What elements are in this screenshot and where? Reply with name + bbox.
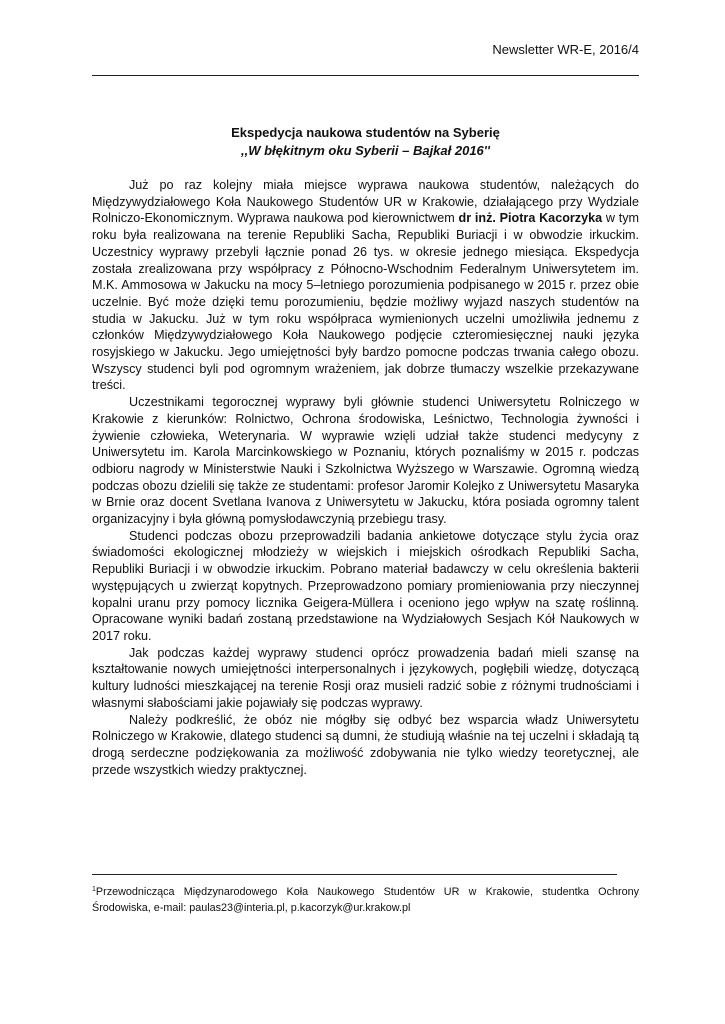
paragraph-5: Należy podkreślić, że obóz nie mógłby się odbyć bez wsparcia władz Uniwersytetu Rolniczego w Krakowie, dlatego studenci są dumni, że studiują właśnie na tej uczelni i składają tą drogą serdeczne podziękowania za możliwość zdobywania nie tylko wiedzy teoretycznej, ale przede wszystkich wiedzy praktycznej. <box>92 712 639 777</box>
paragraph-1 <box>92 177 639 394</box>
paragraph-1-text-end: w tym roku była realizowana na terenie Republiki Sacha, Republiki Buriacji i w obwodzie irkuckim. Uczestnicy wyprawy przebyli łącznie ponad 26 tys. w okresie jednego miesiąca. Ekspedycja została zrealizowana przy współpracy z Północno-Wschodnim Federalnym Uniwersytetem im. M.K. Ammosowa w Jakucku na mocy 5–letniego porozumienia podpisanego w 2015 r. przez obie uczelnie. Być może dzięki temu porozumieniu, będzie możliwy wyjazd naszych studentów na studia w Jakucku. Już w tym roku współpraca wymienionych uczelni umożliwiła jednemu z członków Międzywydziałowego Koła Naukowego podjęcie czteromiesięcznej nauki języka rosyjskiego w Jakucku. Jego umiejętności były bardzo pomocne podczas trwania całego obozu. Wszyscy studenci byli pod ogromnym wrażeniem, jak dobrze tłumaczy wszelkie przekazywane treści. <box>92 211 640 393</box>
paragraph-4: Jak podczas każdej wyprawy studenci oprócz prowadzenia badań mieli szansę na kształtowanie nowych umiejętności interpersonalnych i językowych, pogłębili wiedzę, dotyczącą kultury ludności mieszkającej na terenie Rosji oraz musieli radzić sobie z różnymi trudnościami i własnymi słabościami jakie pojawiały się podczas wyprawy. <box>92 645 639 710</box>
article-title: Ekspedycja naukowa studentów na Syberię <box>231 125 500 140</box>
footnote-divider <box>92 874 617 875</box>
footnote <box>92 882 639 916</box>
paragraph-1-text-start: Już po raz kolejny miała miejsce wyprawa naukowa studentów, należących do Międzywydziałowego Koła Naukowego Studentów UR w Krakowie, działającego przy Wydziale Rolniczo-Ekonomicznym. Wyprawa naukowa pod kierownictwem <box>92 178 639 226</box>
article-body <box>92 177 639 778</box>
newsletter-header: Newsletter WR-E, 2016/4 <box>492 42 639 57</box>
header-divider <box>92 75 639 76</box>
paragraph-2: Uczestnikami tegorocznej wyprawy byli głównie studenci Uniwersytetu Rolniczego w Krakowie z kierunków: Rolnictwo, Ochrona środowiska, Leśnictwo, Technologia żywności i żywienie człowieka, Weterynaria. W wyprawie wzięli udział także studenci medycyny z Uniwersytetu im. Karola Marcinkowskiego w Poznaniu, których poznaliśmy w 2015 r. podczas odbioru nagrody w Ministerstwie Nauki i Szkolnictwa Wyższego w Warszawie. Ogromną wiedzą podczas obozu dzielili się także ze studentami: profesor Jaromir Kolejko z Uniwersytetu Masaryka w Brnie oraz docent Svetlana Ivanova z Uniwersytetu w Jakucku, która posiada ogromny talent organizacyjny i była główną pomysłodawczynią przebiegu trasy. <box>92 395 639 527</box>
expedition-leader-name: dr inż. Piotra Kacorzyka <box>458 211 603 226</box>
footnote-text: Przewodnicząca Międzynarodowego Koła Naukowego Studentów UR w Krakowie, studentka Ochrony Środowiska, e-mail: paulas23@interia.pl, p.kacorzyk@ur.krakow.pl <box>92 886 639 914</box>
footnote-marker: 1 <box>92 886 96 893</box>
article-subtitle: ,,W błękitnym oku Syberii – Bajkał 2016'' <box>241 143 490 158</box>
paragraph-3: Studenci podczas obozu przeprowadzili badania ankietowe dotyczące stylu życia oraz świadomości ekologicznej młodzieży w wiejskich i miejskich ośrodkach Republiki Sacha, Republiki Buriacji i w obwodzie irkuckim. Pobrano materiał badawczy w celu określenia bakterii występujących u zwierząt kopytnych. Przeprowadzono pomiary promieniowania przy nieczynnej kopalni uranu przy pomocy licznika Geigera-Müllera i oceniono jego wpływ na szatę roślinną. Opracowane wyniki badań zostaną przedstawione na Wydziałowych Sesjach Kół Naukowych w 2017 roku. <box>92 528 639 643</box>
